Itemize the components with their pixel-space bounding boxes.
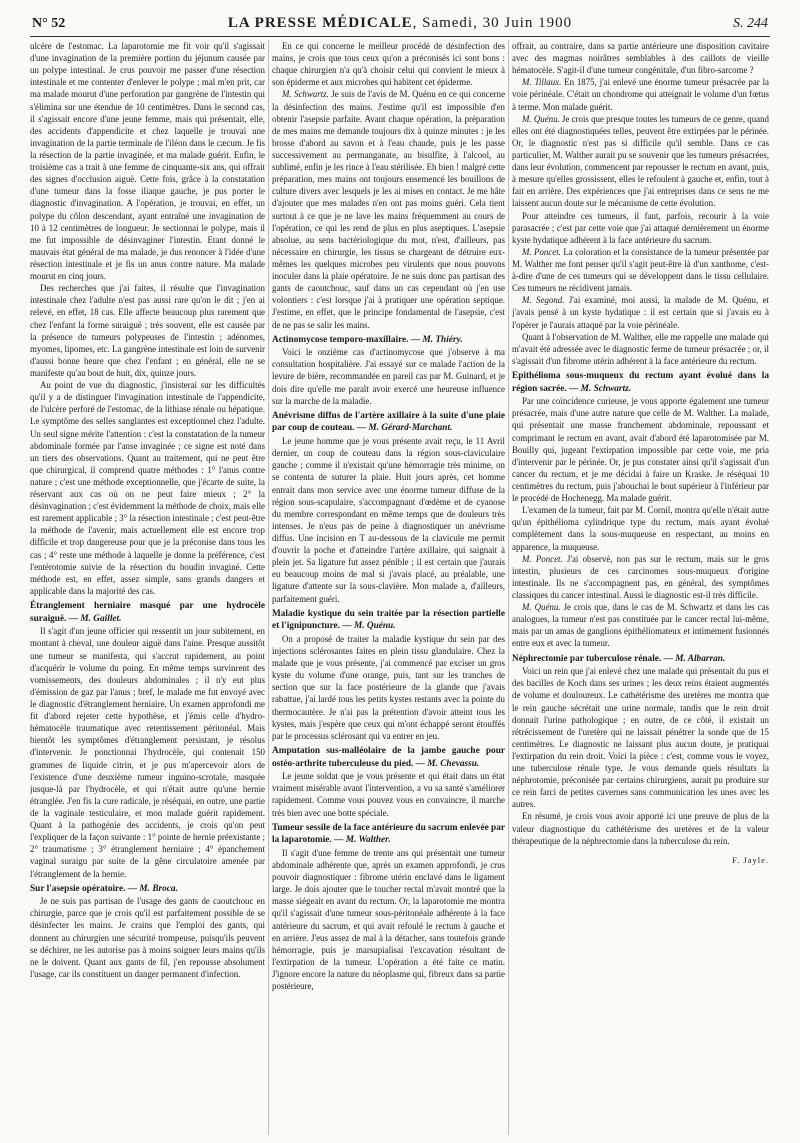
- paragraph: [272, 88, 505, 330]
- section-title: Actinomycose temporo-maxillaire.: [272, 334, 409, 345]
- paragraph: Par une coïncidence curieuse, je vous apporte également une tumeur présacrée, mais d'une autre nature que celle de M. Walther. La malade, qui présentait une masse franchement abdominale, repoussant et comprimant le rectum en avant, avait d'abord été laparotomisée par M. Bouilly qui, jugeant l'extirpation impossible par cette voie, me pria d'intervenir par le périnée. Or, je pus constater ainsi qu'il s'agissait d'un cancer du rectum, et je me décidai à faire un Kraske. Je réséquai 10 centimètres du rectum, puis j'abouchai le bout supérieur à l'inférieur par le procédé de Hochenegg. Ma malade guérit.: [512, 396, 769, 504]
- issue-number: N° 52: [32, 16, 66, 31]
- issue-date: , Samedi, 30 Juin 1900: [412, 15, 573, 31]
- paragraph: Le jeune homme que je vous présente avait reçu, le 11 Avril dernier, un coup de couteau dans la région sous-claviculaire gauche ; comme il n'existait qu'une hémorragie très minime, on se contenta de suturer la plaie. Huit jours après, cet homme entrait dans mon service avec une énorme tumeur diffuse de la région sous-scapulaire, s'accompagnant d'œdème et de cyanose du membre correspondant en même temps que de douleurs très intenses. Je n'eus pas de peine à diagnostiquer un anévrisme diffus. Une incision en T au-dessous de la clavicule me permit d'ouvrir la poche et d'atteindre l'artère axillaire, qui saignait à plein jet. Sa ligature fut assez pénible ; il est certain que j'aurais eu beaucoup moins de mal si j'avais placé, au préalable, une ligature d'attente sur la sous-clavière. Mon malade a, d'ailleurs, parfaitement guéri.: [272, 436, 505, 604]
- section-title: Anévrisme diffus de l'artère axillaire à la suite d'une plaie par coup de couteau.: [272, 410, 505, 434]
- paragraph: En résumé, je crois vous avoir apporté ici une preuve de plus de la valeur diagnostique du cathétérisme des uretères et de la valeur thérapeutique de la néphrectomie dans la tuberculose du rein.: [512, 811, 769, 846]
- paragraph: Voici un rein que j'ai enlevé chez une malade qui présentait du pus et des bacilles de Koch dans ses urines ; les deux reins étaient augmentés de volume et douloureux. Le cathétérisme des uretères me montra que le rein gauche sécrétait une urine normale, tandis que le rein droit donnait l'urine pathologique ; en outre, de ce côté, il existait un rétrécissement de l'uretère qui ne laissait pénétrer la sonde que de 15 centimètres. Le diagnostic ne laissant plus aucun doute, je pratiquai l'extirpation du rein droit. Voici la pièce : c'est, comme vous le voyez, une tuberculose rénale type. Je vous demande quels résultats la néphrotomie, préconisée par certains chirurgiens, aurait pu produire sur ce rein farci de petites cavernes sans communication les unes avec les autres.: [512, 666, 769, 810]
- paragraph: [512, 76, 769, 112]
- column-3: [512, 40, 769, 1135]
- page-number: S. 244: [733, 16, 768, 31]
- author: — M. Walther.: [334, 835, 391, 846]
- author: — M. Schwartz.: [569, 383, 632, 394]
- paragraph: [512, 601, 769, 649]
- paragraph-text: Je suis de l'avis de M. Quénu en ce qui concerne la désinfection des mains. J'estime qu'il est impossible d'en obtenir l'asepsie parfaite. Avant chaque opération, la préparation de mes mains me demande toujours dix à quinze minutes : je les brosse d'abord au savon et à l'eau chaude, puis je les passe successivement au permanganate, au bisulfite, à l'alcool, au sublimé, enfin je les rince à l'eau stérilisée. Eh bien ! malgré cette préparation, mes mains ont toujours ensemencé les bouillons de culture divers avec lesquels je les ai mises en contact. Je me hâte d'ajouter que mes malades n'en ont pas moins guéri. Cela tient surtout à ce que je ne lave les mains fréquemment au cours de l'opération, ce qui les rend de plus en plus aseptiques. L'asepsie absolue, au sens bactériologique du mot, n'est, d'ailleurs, pas nécessaire en chirurgie, les tissus se chargeant de détruire eux-mêmes les quelques microbes peu virulents que nous pouvons inoculer dans la plaie opératoire. Je ne suis donc pas partisan des gants de caoutchouc, sauf dans un cas cependant où j'en use volontiers : c'est lorsque j'ai à pratiquer une opération septique. J'estime, en effet, que le principe fondamental de l'asepsie, c'est de ne pas se salir les mains.: [272, 89, 505, 330]
- paragraph: Le jeune soldat que je vous présente et qui était dans un état vraiment misérable avant l'intervention, a vu sa santé s'améliorer rapidement. Comme vous pouvez vous en convaincre, il marche très bien avec une botte spéciale.: [272, 771, 505, 818]
- paragraph: [512, 113, 769, 210]
- section-heading: [272, 608, 505, 633]
- author: — M. Gérard-Marchant.: [356, 423, 453, 434]
- section-title: Sur l'asepsie opératoire.: [30, 883, 126, 894]
- section-title: Epithélioma sous-muqueux du rectum ayant évolué dans la région sacrée.: [512, 370, 769, 394]
- author: — M. Gaillet.: [68, 613, 122, 624]
- paragraph-text: La coloration et la consistance de la tumeur présentée par M. Walther me font penser qu'il s'agit peut-être là d'un xanthome, c'est-à-dire d'une de ces tumeurs qui se développent dans le tissu cellulaire. Ces tumeurs ne récidivent jamais.: [512, 246, 769, 294]
- column-rule: [268, 40, 269, 1135]
- author: M. Segond.: [522, 295, 565, 306]
- paragraph: On a proposé de traiter la maladie kystique du sein par des injections sclérosantes faites en plein tissu glandulaire. Chez la malade que je vous présente, j'ai commencé par exciser un gros kyste du volume d'une orange, puis, tant sur les tranches de section que sur la face postérieure de la glande que j'avais rabattue, j'ai lardé tous les petits kystes restants avec la pointe du thermocautère. Je n'ai pas la prétention d'avoir atteint tous les kystes, mais j'espère que ceux qui m'ont échappé seront étouffés par le processus sclérosant qui va entrer en jeu.: [272, 633, 505, 741]
- paragraph: Je ne suis pas partisan de l'usage des gants de caoutchouc en chirurgie, parce que je crois qu'il est parfaitement possible de se désinfecter les mains. Je crains que l'emploi des gants, qui donnent au chirurgien une sécurité trompeuse, puisqu'ils peuvent se déchirer, ne les autorise pas à moins soigner leurs mains qu'ils ne le doivent. Quant aux gants de fil, j'en repousse absolument l'usage, car ils constituent un danger permanent d'infection.: [30, 896, 265, 979]
- section-heading: [272, 410, 505, 435]
- paragraph-text: J'ai examiné, moi aussi, la malade de M. Quénu, et j'avais pensé à un kyste hydatique : il est certain que si j'avais eu à l'opérer je l'aurais attaqué par la voie périnéale.: [512, 295, 769, 330]
- author: — M. Quénu.: [342, 621, 396, 632]
- paragraph: [512, 294, 769, 330]
- page-header: [30, 10, 770, 37]
- section-heading: [30, 600, 265, 625]
- author: M. Poncet.: [522, 553, 563, 564]
- paragraph: [512, 553, 769, 601]
- paragraph: En ce qui concerne le meilleur procédé de désinfection des mains, je crois que tous ceux qu'on a préconisés ici sont bons : chaque chirurgien n'a qu'à choisir celui qui convient le mieux à son épiderme et aux microbes qui habitent cet épiderme.: [272, 41, 505, 88]
- paragraph: Il s'agit d'un jeune officier qui ressentit un jour subitement, en montant à cheval, une douleur aiguë dans l'aine. Presque aussitôt une tumeur se manifesta, qui s'accrut rapidement, au point d'acquérir le volume du poing. En même temps survinrent des vomissements, des douleurs abdominales ; il n'y eut plus d'émission de gaz par l'anus ; bref, le malade me fut envoyé avec le diagnostic d'étranglement herniaire. Un examen approfondi me fit d'abord rejeter cette hypothèse, et j'émis celle d'hydro-hématocèle traumatique avec retentissement péritonéal. Mais bientôt les symptômes d'étranglement persistant, je résolus d'intervenir. Je ponctionnai l'hydrocèle, qui contenait 150 grammes de liquide citrin, et je pus m'apercevoir alors de l'existence d'une deuxième tumeur inguino-scrotale, masquée jusque-là par l'hydrocèle, et qui n'était autre qu'une hernie étranglée. J'en fis la cure radicale, je réséquai, en outre, une partie de la vaginale testiculaire, et mon malade guérit rapidement. Quant à la pathogénie des accidents, je crois qu'on peut l'expliquer de la façon suivante : 1° pointe de hernie préexistante ; 2° traumatisme ; 3° étranglement herniaire ; 4° épanchement vaginal suraigu par suite de la gêne circulatoire amenée par l'étranglement de la hernie.: [30, 626, 265, 879]
- section-heading: [272, 745, 505, 770]
- author: — M. Broca.: [127, 883, 178, 894]
- section-heading: [272, 822, 505, 847]
- paragraph-text: En 1875, j'ai enlevé une énorme tumeur présacrée par la voie périnéale. C'était un chondrome qui atteignait le volume d'un fœtus à terme. Mon malade guérit.: [512, 77, 769, 112]
- section-heading: [512, 370, 769, 395]
- paragraph: Quant à l'observation de M. Walther, elle me rappelle une malade qui m'avait été adressée avec le diagnostic ferme de tumeur présacrée ; or, il s'agissait d'un fibrome utérin adhérent à la face antérieure du rectum.: [512, 331, 769, 366]
- paragraph: offrait, au contraire, dans sa partie antérieure une disposition cavitaire avec des magmas noirâtres semblables à des caillots de vieille hématocèle. S'agit-il d'une tumeur congénitale, d'un fibro-sarcome ?: [512, 41, 769, 76]
- author: M. Schwartz.: [282, 89, 329, 100]
- author: M. Poncet.: [522, 246, 561, 257]
- paragraph: Des recherches que j'ai faites, il résulte que l'invagination intestinale chez l'adulte n'est pas aussi rare qu'on le dit ; j'en ai relevé, en effet, 18 cas. Elle affecte beaucoup plus rarement que chez l'enfant la forme suraiguë ; très souvent, elle est causée par la présence de tumeurs polypeuses de l'intestin ; adénomes, myomes, lipomes, etc. La gangrène intestinale est loin de survenir d'aussi bonne heure que chez l'enfant ; en général, elle ne se manifeste qu'au bout de huit, dix, quinze jours.: [30, 283, 265, 378]
- column-2: [272, 40, 505, 1135]
- section-title: Tumeur sessile de la face antérieure du sacrum enlevée par la laparotomie.: [272, 822, 505, 846]
- signature: F. Jayle.: [732, 854, 769, 865]
- section-title: Maladie kystique du sein traitée par la résection partielle et l'ignipuncture.: [272, 608, 505, 632]
- paragraph-text: Je crois que, dans le cas de M. Schwartz et dans les cas analogues, la tumeur n'est pas constituée par le cancer rectal lui-même, mais par un amas de ganglions épithéliomateux et intimement fusionnés entre eux et avec la tumeur.: [512, 602, 769, 649]
- paragraph: Voici le onzième cas d'actinomycose que j'observe à ma consultation hospitalière. J'ai essayé sur ce malade l'action de la levure de bière, recommandée en pareil cas par M. Guinard, et je dois dire qu'elle me paraît avoir exercé une heureuse influence sur la marche de la maladie.: [272, 347, 505, 406]
- paragraph: L'examen de la tumeur, fait par M. Cornil, montra qu'elle n'était autre qu'un épithélioma cylindrique type du rectum, mais ayant évolué complètement dans la sous-muqueuse en respectant, au moins en apparence, la muqueuse.: [512, 505, 769, 552]
- section-heading: [272, 334, 505, 347]
- column-rule: [508, 40, 509, 1135]
- paragraph: Au point de vue du diagnostic, j'insisterai sur les difficultés qu'il y a de distinguer l'invagination intestinale de l'appendicite, de l'ulcère perforé de l'estomac, de la lithiase rénale ou hépatique. Le symptôme des selles sanglantes est exceptionnel chez l'adulte. Un seul signe mérite l'attention : c'est la constatation de la tumeur abdominale formée par l'anse invaginée ; ce signe est noté dans un tiers des observations. Quant au traitement, qui ne peut être que chirurgical, il comprend quatre méthodes : 1° l'anus contre nature ; c'est une méthode exceptionnelle, que j'écarte de suite, la réservant aux cas où on ne peut faire mieux ; 2° la désinvagination ; c'est évidemment la méthode de choix, mais elle est rarement applicable ; 3° la résection intestinale ; c'est peut-être la méthode de l'avenir, mais actuellement elle est encore trop difficile et trop dangereuse pour que je la préconise dans tous les cas ; 4° reste une méthode à laquelle je donne la préférence, c'est l'entérotomie suivie de la résection du boudin invaginé. Cette méthode est, en effet, assez simple, sans grands dangers et applicable dans la majorité des cas.: [30, 380, 265, 596]
- author: M. Quénu.: [522, 113, 560, 124]
- section-title: Néphrectomie par tuberculose rénale.: [512, 653, 662, 664]
- author: — M. Chevassu.: [415, 758, 480, 769]
- column-1: [30, 40, 265, 1135]
- paragraph: Pour atteindre ces tumeurs, il faut, parfois, recourir à la voie parasacrée ; c'est par cette voie que j'ai attaqué dernièrement un énorme kyste hydatique adhérent à la face antérieure du sacrum.: [512, 210, 769, 245]
- section-heading: [512, 653, 769, 666]
- journal-title: LA PRESSE MÉDICALE: [227, 15, 413, 31]
- masthead: [30, 15, 770, 32]
- author: — M. Thiéry.: [410, 334, 463, 345]
- paragraph: [512, 246, 769, 294]
- author: M. Quénu.: [522, 602, 561, 613]
- paragraph: ulcère de l'estomac. La laparotomie me fit voir qu'il s'agissait d'une invagination de la première portion du jéjunum causée par un polype intestinal. Je crus pouvoir me passer d'une résection intestinale et me contenter d'enlever le polype ; mal m'en prit, car ma malade mourut d'une perforation par gangrène de l'intestin qui s'élimina sur une étendue de 10 centimètres. Dans le second cas, il s'agissait encore d'une jeune femme, mais qui présentait, elle, des accidents d'appendicite et chez laquelle je trouvai une invagination de la partie terminale de l'iléon dans le cæcum. Je fis la résection de la partie invaginée, et ma malade guérit. Enfin, le troisième cas a trait à une femme de cinquante-six ans, qui offrait des signes d'occlusion aiguë. Cette fois, grâce à la constatation d'une tumeur dans la fosse iliaque gauche, je pus porter le diagnostic d'invagination. A l'opération, je trouvai, en effet, un polype du côlon descendant, ayant entraîné une invagination de 10 à 12 centimètres de longueur. Je sectionnai le polype, mais il me fut impossible de désinvaginer l'intestin. Etant donné le mauvais état général de ma malade, je dus renoncer à l'idée d'une résection intestinale et je fis un anus contre nature. Ma malade mourut en cinq jours.: [30, 41, 265, 282]
- section-title: Étranglement herniaire masqué par une hydrocèle suraiguë.: [30, 601, 265, 624]
- paragraph: Il s'agit d'une femme de trente ans qui présentait une tumeur abdominale adhérente que, après un examen approfondi, je crus pouvoir diagnostiquer : fibrome utérin enclavé dans le ligament large. Je dois ajouter que le toucher rectal m'avait montré que la masse siégeait en avant du rectum. Or, la laparotomie me montra qu'il s'agissait d'une tumeur sous-péritonéale adhérente à la face antérieure du sacrum, et qui avait refoulé le rectum à gauche et en arrière. J'eus assez de mal à la détacher, sans toutefois grande hémorragie, puis je marsupialisai l'excavation résultant de l'extirpation de la tumeur. L'opération a été faite ce matin. J'ignore encore la nature du néoplasme qui, fibreux dans sa partie postérieure,: [272, 847, 505, 992]
- section-title: Amputation sus-malléolaire de la jambe gauche pour ostéo-arthrite tuberculeuse du pied.: [272, 745, 505, 769]
- author: — M. Albarran.: [663, 653, 726, 664]
- paragraph-text: Je crois que presque toutes les tumeurs de ce genre, quand elles ont été diagnostiquées telles, peuvent être extirpées par le périnée. Or, le diagnostic n'est pas si difficile qu'il semble. Dans ce cas particulier, M. Walther aurait pu se souvenir que les tumeurs présacrées, dans leur évolution, commencent par repousser le rectum en avant, puis, à mesure qu'elles grossissent, elles le refoulent à gauche et, enfin, tout à fait en arrière. Des expériences que j'ai entreprises dans ce sens ne me laissent aucun doute sur le mécanisme de cette évolution.: [512, 113, 769, 209]
- author: M. Tillaux.: [522, 77, 562, 88]
- paragraph-text: J'ai observé, non pas sur le rectum, mais sur le gros intestin, plusieurs de ces carcinomes sous-muqueux d'origine intestinale. Ils ne s'accompagnent pas, en général, des symptômes classiques du cancer intestinal. Aussi le diagnostic est-il très difficile.: [512, 553, 769, 600]
- section-heading: [30, 883, 265, 896]
